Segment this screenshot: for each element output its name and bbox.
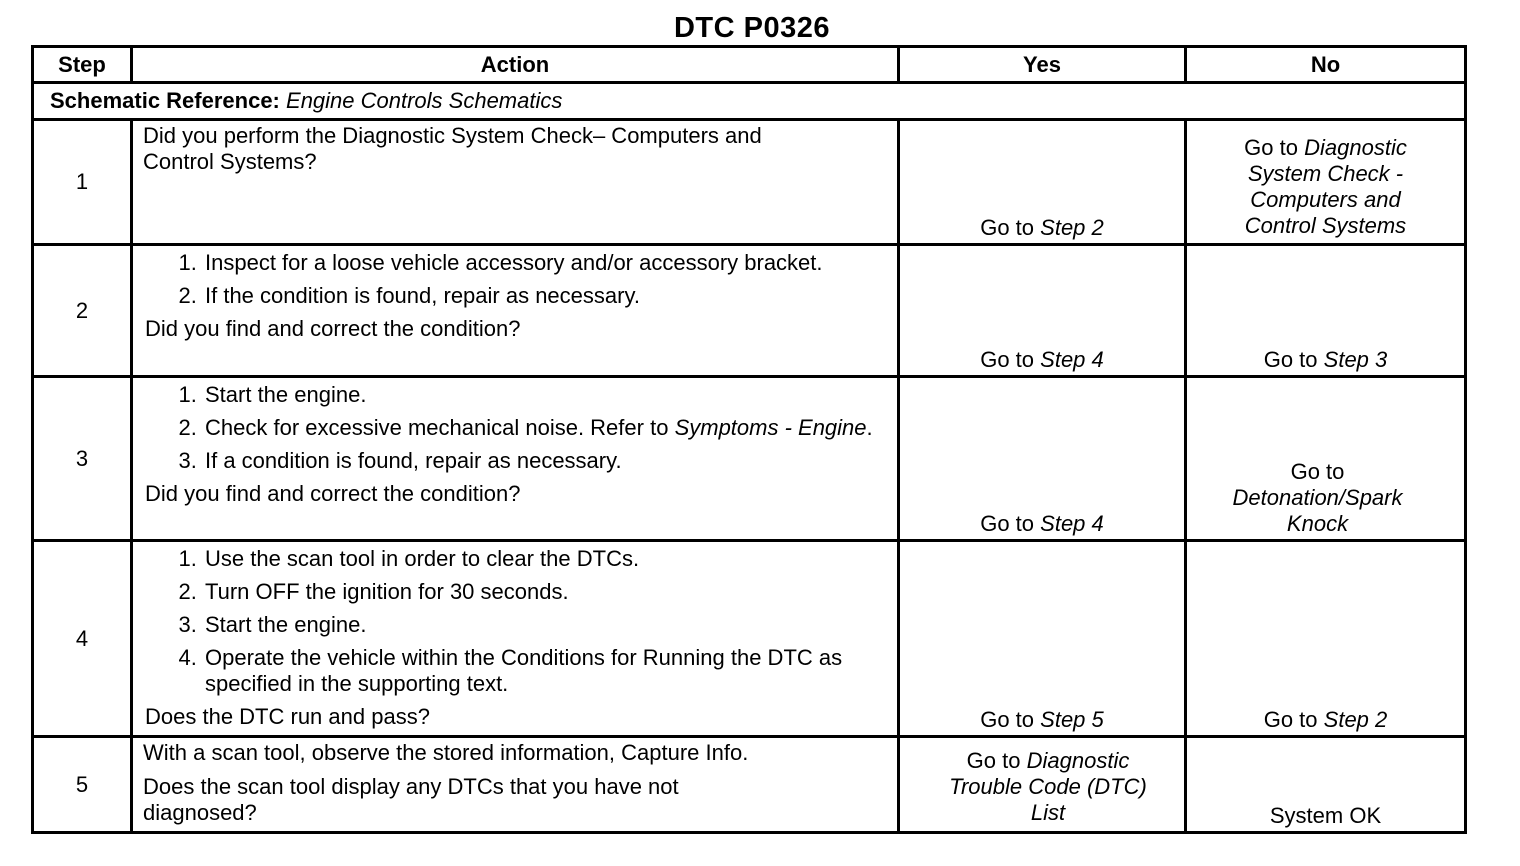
no-prefix: Go to	[1244, 135, 1298, 160]
yes-prefix: Go to	[980, 215, 1035, 240]
step-question: Did you find and correct the condition?	[145, 316, 521, 341]
yes-cell	[899, 120, 1186, 245]
no-cell	[1186, 245, 1466, 377]
yes-prefix: Go to	[980, 707, 1035, 732]
yes-cell	[899, 541, 1186, 737]
list-item: 1. Start the engine.	[203, 382, 887, 408]
no-prefix: Go to	[1290, 459, 1345, 484]
action-cell	[132, 245, 899, 377]
no-link[interactable]: Detonation/Spark Knock	[1232, 485, 1403, 536]
table-row-step-2	[33, 245, 1466, 377]
no-prefix: Go to	[1263, 347, 1318, 372]
yes-link[interactable]: Step 5	[1040, 707, 1104, 732]
list-item: 4. Operate the vehicle within the Conditions for Running the DTC as specified in the supporting text.	[203, 645, 887, 697]
step-number: 5	[33, 737, 132, 833]
step-question: Does the DTC run and pass?	[145, 704, 430, 729]
list-item: 1. Use the scan tool in order to clear the DTCs.	[203, 546, 887, 572]
yes-cell	[899, 245, 1186, 377]
no-cell	[1186, 120, 1466, 245]
no-cell	[1186, 377, 1466, 541]
table-row-step-1	[33, 120, 1466, 245]
yes-prefix: Go to	[966, 748, 1021, 773]
yes-link[interactable]: Step 4	[1040, 511, 1104, 536]
yes-link[interactable]: Diagnostic Trouble Code (DTC) List	[949, 748, 1147, 825]
schematic-reference	[33, 83, 1466, 120]
list-item: 3. If a condition is found, repair as necessary.	[203, 448, 887, 474]
table-row-step-5	[33, 737, 1466, 833]
step-number: 2	[33, 245, 132, 377]
no-prefix: Go to	[1263, 707, 1318, 732]
schematic-label: Schematic Reference:	[50, 88, 280, 113]
diagnostic-table	[31, 45, 1467, 834]
no-link[interactable]: Step 2	[1323, 707, 1388, 732]
list-item: 2. Turn OFF the ignition for 30 seconds.	[203, 579, 887, 605]
step-list	[143, 382, 887, 474]
page-title: DTC P0326	[673, 12, 830, 44]
step-number: 4	[33, 541, 132, 737]
list-item: 3. Start the engine.	[203, 612, 887, 638]
list-item-suffix: .	[866, 415, 873, 440]
list-item-text: Check for excessive mechanical noise. Refer to	[205, 415, 669, 440]
action-cell	[132, 377, 899, 541]
table-row-step-4	[33, 541, 1466, 737]
step-number: 1	[33, 120, 132, 245]
yes-link[interactable]: Step 2	[1040, 215, 1104, 240]
yes-cell	[899, 737, 1186, 833]
no-cell	[1186, 737, 1466, 833]
action-cell	[132, 737, 899, 833]
list-item: 1. Inspect for a loose vehicle accessory and/or accessory bracket.	[203, 250, 887, 276]
yes-link[interactable]: Step 4	[1040, 347, 1104, 372]
yes-prefix: Go to	[980, 511, 1035, 536]
yes-prefix: Go to	[980, 347, 1035, 372]
header-yes: Yes	[899, 47, 1186, 83]
step-list	[143, 250, 887, 309]
step-list	[143, 546, 887, 697]
no-cell	[1186, 541, 1466, 737]
yes-cell	[899, 377, 1186, 541]
list-item	[203, 415, 887, 441]
step-instruction: With a scan tool, observe the stored information, Capture Info.	[143, 740, 749, 765]
no-result: System OK	[1269, 803, 1382, 828]
step-question: Did you perform the Diagnostic System Check– Computers and Control Systems?	[143, 123, 762, 174]
step-question: Did you find and correct the condition?	[145, 481, 521, 506]
step-number: 3	[33, 377, 132, 541]
no-link[interactable]: Diagnostic System Check - Computers and Control Systems	[1244, 135, 1407, 238]
table-row-step-3	[33, 377, 1466, 541]
header-action: Action	[132, 47, 899, 83]
header-step: Step	[33, 47, 132, 83]
action-cell	[132, 120, 899, 245]
header-row	[33, 47, 1466, 83]
list-item: 2. If the condition is found, repair as necessary.	[203, 283, 887, 309]
symptoms-link[interactable]: Symptoms - Engine	[674, 415, 867, 440]
action-cell	[132, 541, 899, 737]
header-no: No	[1186, 47, 1466, 83]
step-question: Does the scan tool display any DTCs that you have not diagnosed?	[143, 774, 679, 825]
no-link[interactable]: Step 3	[1323, 347, 1388, 372]
schematic-reference-row	[33, 83, 1466, 120]
schematic-link[interactable]: Engine Controls Schematics	[286, 88, 563, 113]
